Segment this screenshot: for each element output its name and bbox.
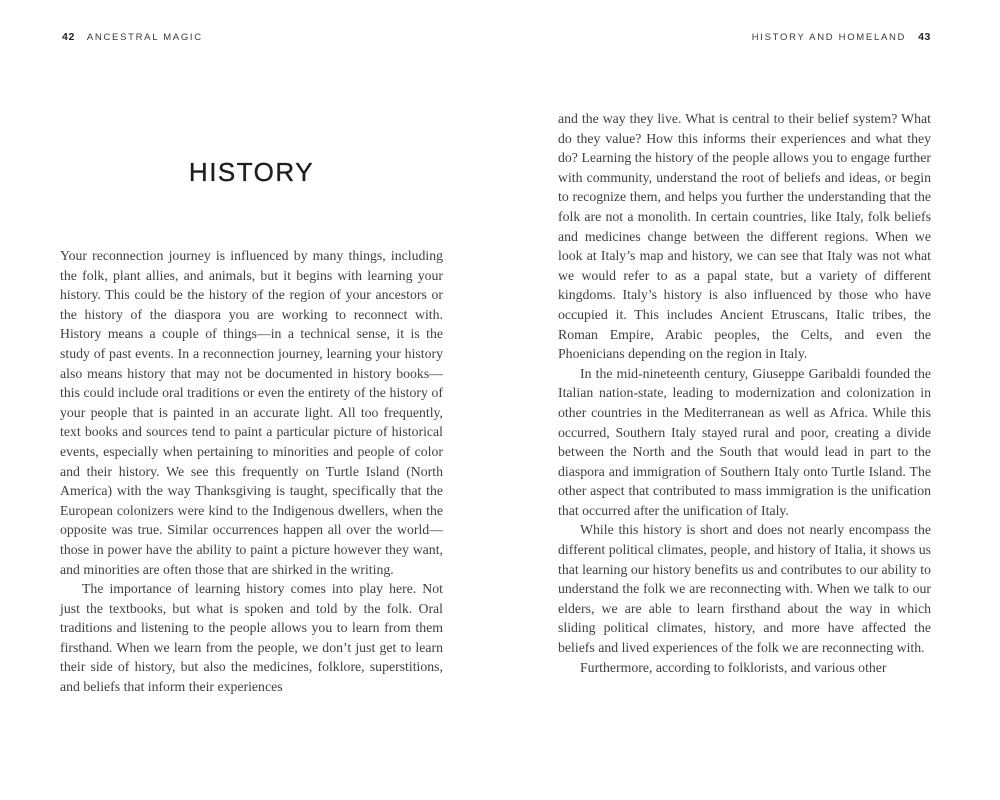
page-number-right: 43: [918, 31, 931, 43]
right-page-body: [558, 109, 931, 677]
left-page-body: [60, 246, 443, 697]
body-paragraph: and the way they live. What is central to their belief system? What do they value? How this informs their experiences and what they do? Learning the history of the people allows you to engage further with community, understand the root of beliefs and ideas, or begin to recognize them, and helps you further the understanding that the folk are not a monolith. In certain countries, like Italy, folk beliefs and medicines change between the different regions. When we look at Italy’s map and history, we can see that Italy was not what we would refer to as a papal state, but a variety of different kingdoms. Italy’s history is also influenced by those who have occupied it. This includes Ancient Etruscans, Italic tribes, the Roman Empire, Arabic peoples, the Celts, and even the Phoenicians depending on the region in Italy.: [558, 111, 931, 362]
body-paragraph: Your reconnection journey is influenced by many things, including the folk, plant allies, and animals, but it begins with learning your history. This could be the history of the region of your ancestors or the history of the diaspora you are working to reconnect with. History means a couple of things—in a technical sense, it is the study of past events. In a reconnection journey, learning your history also means history that may not be documented in history books—this could include oral traditions or even the entirety of the history of your people that is painted in an accurate light. All too frequently, text books and sources tend to paint a particular picture of historical events, especially when pertaining to minorities and people of color and their history. We see this frequently on Turtle Island (North America) with the way Thanksgiving is taught, specifically that the European colonizers were kind to the Indigenous dwellers, when the opposite was true. Similar occurrences happen all over the world—those in power have the ability to paint a picture however they want, and minorities are often those that are shirked in the writing.: [60, 248, 443, 577]
right-page: [558, 0, 931, 677]
chapter-title: HISTORY: [188, 157, 315, 187]
left-page: [60, 0, 443, 697]
running-header-right-label: HISTORY AND HOMELAND: [751, 32, 907, 43]
running-header-left-label: ANCESTRAL MAGIC: [86, 32, 203, 43]
body-paragraph: Furthermore, according to folklorists, and various other: [580, 659, 887, 675]
body-paragraph: In the mid-nineteenth century, Giuseppe Garibaldi founded the Italian nation-state, leading to modernization and colonization in other countries in the Mediterranean as well as Africa. While this occurred, Southern Italy stayed rural and poor, creating a divide between the North and the South that would lead in part to the diaspora and immigration of Southern Italy onto Turtle Island. The other aspect that contributed to mass immigration is the unification that occurred after the unification of Italy.: [558, 365, 931, 518]
page-number-left: 42: [62, 31, 75, 43]
body-paragraph: The importance of learning history comes into play here. Not just the textbooks, but what is spoken and told by the folk. Oral traditions and listening to the people allows you to learn from them firsthand. When we learn from the people, we don’t just get to learn their side of history, but also the medicines, folklore, superstitions, and beliefs that inform their experiences: [60, 581, 443, 695]
body-paragraph: While this history is short and does not nearly encompass the different political climates, people, and history of Italia, it shows us that learning our history benefits us and contributes to our ability to understand the folk we are reconnecting with. When we talk to our elders, we are able to learn firsthand about the way in which sliding political climates, history, and more have affected the beliefs and lived experiences of the folk we are reconnecting with.: [558, 522, 931, 656]
